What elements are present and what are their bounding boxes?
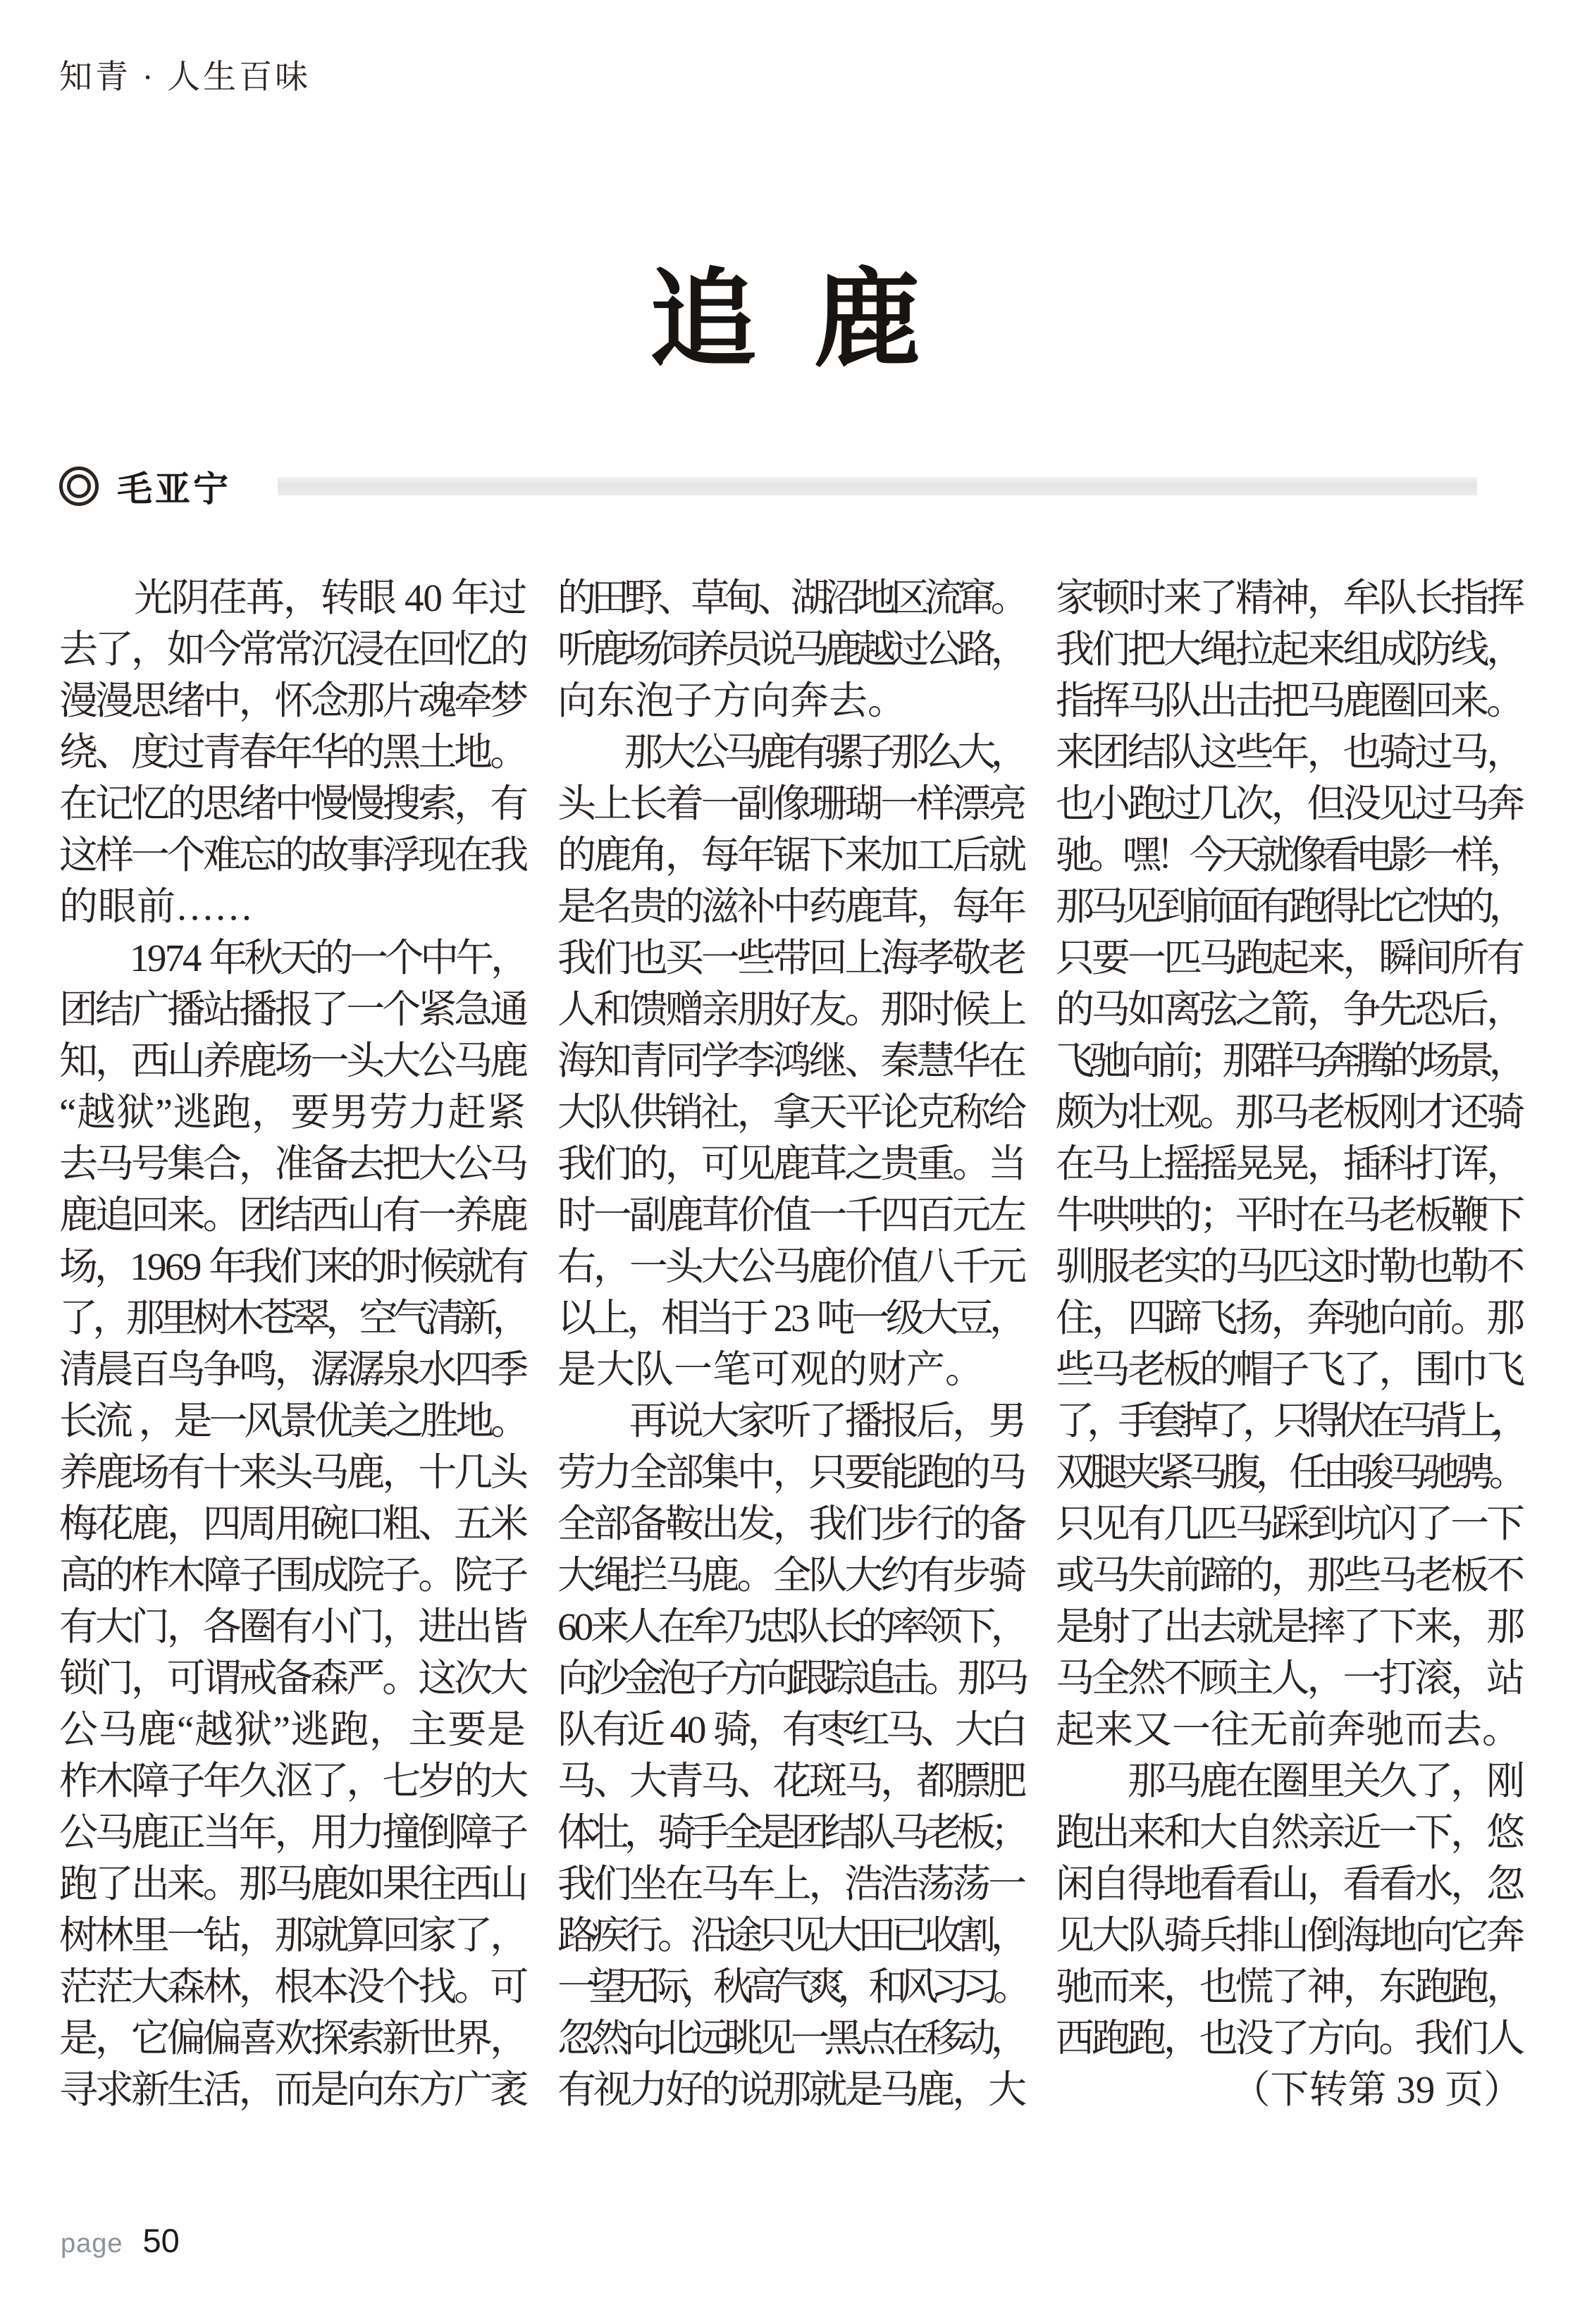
text-line: 那 马 见 到 前 面 有 跑 得 比 它 快 的 ， xyxy=(1056,885,1528,928)
text-line: 是 ， 它 偏 偏 喜 欢 探 索 新 世 界 ， xyxy=(59,2017,529,2060)
text-line: 知 ， 西 山 养 鹿 场 一 头 大 公 马 鹿 xyxy=(59,1039,529,1082)
text-line: 了 ， 手 套 掉 了 ， 只 得 伏 在 马 背 上 ， xyxy=(1056,1399,1530,1442)
text-line: 是大队一笔可观的财产。 xyxy=(557,1348,985,1391)
footer-page-label: page xyxy=(61,2229,123,2258)
footer-page-number: 50 xyxy=(142,2222,180,2259)
text-line: 只 见 有 几 匹 马 踩 到 坑 闪 了 一 下 xyxy=(1056,1502,1526,1545)
text-line: 光 阴 荏 苒 ， 转 眼 4 0 年 过 xyxy=(133,576,528,619)
text-line: 或 马 失 前 蹄 的 ， 那 些 马 老 板 不 xyxy=(1056,1554,1526,1597)
text-line: 颇 为 壮 观 。 那 马 老 板 刚 才 还 骑 xyxy=(1056,1091,1526,1134)
text-line: 我 们 坐 在 马 车 上 ， 浩 浩 荡 荡 一 xyxy=(557,1862,1027,1905)
text-line: 飞 驰 向 前 ； 那 群 马 奔 腾 的 场 景 ， xyxy=(1056,1039,1528,1082)
text-line: 驰 。 嘿 ！ 今 天 就 像 看 电 影 一 样 ， xyxy=(1056,834,1528,877)
text-line: 在 记 忆 的 思 绪 中 慢 慢 搜 索 ， 有 xyxy=(59,782,529,825)
text-column-3 xyxy=(1056,572,1530,2115)
text-line: 时 一 副 鹿 茸 价 值 一 千 四 百 元 左 xyxy=(557,1194,1027,1237)
text-line: 一 望 无 际 ， 秋 高 气 爽 ， 和 风 习 习 。 xyxy=(557,1965,1032,2008)
text-line: 也 小 跑 过 几 次 ， 但 没 见 过 马 奔 xyxy=(1056,782,1526,825)
text-line: 有 大 门 ， 各 圈 有 小 门 ， 进 出 皆 xyxy=(59,1605,529,1648)
text-line: 的眼前…… xyxy=(59,885,254,928)
text-line: 起来又一往无前奔驰而去。 xyxy=(1056,1708,1522,1751)
text-line: 劳 力 全 部 集 中 ， 只 要 能 跑 的 马 xyxy=(557,1451,1027,1494)
text-line: 的 马 如 离 弦 之 箭 ， 争 先 恐 后 ， xyxy=(1056,988,1526,1031)
text-line: 树 林 里 一 钻 ， 那 就 算 回 家 了 ， xyxy=(59,1914,529,1957)
text-line: 去 马 号 集 合 ， 准 备 去 把 大 公 马 xyxy=(59,1142,529,1185)
text-line: 全 部 备 鞍 出 发 ， 我 们 步 行 的 备 xyxy=(557,1502,1027,1545)
text-line: 我 们 的 ， 可 见 鹿 茸 之 贵 重 。 当 xyxy=(557,1142,1027,1185)
text-line: 些 马 老 板 的 帽 子 飞 了 ， 围 巾 飞 xyxy=(1056,1348,1526,1391)
text-line: 西 跑 跑 ， 也 没 了 方 向 。 我 们 人 xyxy=(1056,2017,1526,2060)
text-line: 的 田 野 、 草 甸 、 湖 沼 地 区 流 窜 。 xyxy=(557,576,1030,619)
text-line: 在 马 上 摇 摇 晃 晃 ， 插 科 打 诨 ， xyxy=(1056,1142,1526,1185)
text-line: 闲 自 得 地 看 看 山 ， 看 看 水 ， 忽 xyxy=(1056,1862,1526,1905)
author-medallion-icon xyxy=(59,466,99,506)
text-line: 指 挥 马 队 出 击 把 马 鹿 圈 回 来 。 xyxy=(1056,679,1526,722)
text-line: 大 队 供 销 社 ， 拿 天 平 论 克 称 给 xyxy=(557,1091,1027,1134)
text-line: 场 ， 1 9 6 9 年 我 们 来 的 时 候 就 有 xyxy=(59,1245,530,1288)
text-line: （下转第 39 页） xyxy=(1231,2068,1522,2111)
text-line: 1 9 7 4 年 秋 天 的 一 个 中 午 ， xyxy=(129,937,530,979)
text-line: 梅 花 鹿 ， 四 周 用 碗 口 粗 、 五 米 xyxy=(59,1502,529,1545)
text-line: 头 上 长 着 一 副 像 珊 瑚 一 样 漂 亮 xyxy=(557,782,1027,825)
text-line: 那 马 鹿 在 圈 里 关 久 了 ， 刚 xyxy=(1127,1760,1526,1803)
text-line: 以 上 ， 相 当 于 2 3 吨 一 级 大 豆 ， xyxy=(557,1297,1028,1340)
text-line: 长 流 ， 是 一 风 景 优 美 之 胜 地 。 xyxy=(59,1399,530,1442)
text-line: 锁 门 ， 可 谓 戒 备 森 严 。 这 次 大 xyxy=(59,1657,529,1700)
section-header: 知青 · 人生百味 xyxy=(59,59,311,96)
text-column-2 xyxy=(557,572,1032,2115)
text-line: 只 要 一 匹 马 跑 起 来 ， 瞬 间 所 有 xyxy=(1056,937,1526,979)
text-line: 来 团 结 队 这 些 年 ， 也 骑 过 马 ， xyxy=(1056,731,1526,774)
text-line: 的 鹿 角 ， 每 年 锯 下 来 加 工 后 就 xyxy=(557,834,1027,877)
text-line: 见 大 队 骑 兵 排 山 倒 海 地 向 它 奔 xyxy=(1056,1914,1526,1957)
text-line: 马 、 大 青 马 、 花 斑 马 ， 都 膘 肥 xyxy=(557,1760,1027,1803)
author-row xyxy=(59,459,1477,513)
text-line: 大 绳 拦 马 鹿 。 全 队 大 约 有 步 骑 xyxy=(557,1554,1027,1597)
text-line: 是 名 贵 的 滋 补 中 药 鹿 茸 ， 每 年 xyxy=(557,885,1027,928)
text-line: 人 和 馈 赠 亲 朋 好 友 。 那 时 候 上 xyxy=(557,988,1027,1031)
text-line: 去 了 ， 如 今 常 常 沉 浸 在 回 忆 的 xyxy=(59,628,529,671)
text-column-1 xyxy=(59,572,531,2115)
text-line: 公 马 鹿 “ 越 狱 ” 逃 跑 ， 主 要 是 xyxy=(59,1708,526,1751)
article-body xyxy=(59,572,1530,2115)
text-line: 驯 服 老 实 的 马 匹 这 时 勒 也 勒 不 xyxy=(1056,1245,1526,1288)
text-line: 再 说 大 家 听 了 播 报 后 ， 男 xyxy=(629,1399,1027,1442)
text-line: 海 知 青 同 学 李 鸿 继 、 秦 慧 华 在 xyxy=(557,1039,1027,1082)
text-line: 清 晨 百 鸟 争 鸣 ， 潺 潺 泉 水 四 季 xyxy=(59,1348,529,1391)
text-line: 我 们 也 买 一 些 带 回 上 海 孝 敬 老 xyxy=(557,937,1027,979)
text-line: 家 顿 时 来 了 精 神 ， 牟 队 长 指 挥 xyxy=(1056,576,1526,619)
text-line: 6 0 来 人 在 牟 乃 忠 队 长 的 率 领 下 ， xyxy=(557,1605,1030,1648)
text-line: 这 样 一 个 难 忘 的 故 事 浮 现 在 我 xyxy=(59,834,529,877)
text-line: 有 视 力 好 的 说 那 就 是 马 鹿 ， 大 xyxy=(557,2068,1027,2111)
text-line: 跑 出 来 和 大 自 然 亲 近 一 下 ， 悠 xyxy=(1056,1811,1526,1854)
article-title: 追 鹿 xyxy=(649,257,931,382)
text-line: 牛 哄 哄 的 ； 平 时 在 马 老 板 鞭 下 xyxy=(1056,1194,1526,1237)
text-line: 队 有 近 4 0 骑 ， 有 枣 红 马 、 大 白 xyxy=(557,1708,1028,1751)
text-line: 忽 然 向 北 远 眺 见 一 黑 点 在 移 动 ， xyxy=(557,2017,1030,2060)
text-line: 马 全 然 不 顾 主 人 ， 一 打 滚 ， 站 xyxy=(1056,1657,1526,1700)
text-line: 那 大 公 马 鹿 有 骡 子 那 么 大 ， xyxy=(624,731,1030,774)
text-line: 听 鹿 场 饲 养 员 说 马 鹿 越 过 公 路 ， xyxy=(557,628,1030,671)
text-line: 右 ， 一 头 大 公 马 鹿 价 值 八 千 元 xyxy=(557,1245,1027,1288)
text-line: 绕 、 度 过 青 春 年 华 的 黑 土 地 。 xyxy=(59,731,529,774)
text-line: 柞 木 障 子 年 久 沤 了 ， 七 岁 的 大 xyxy=(59,1760,529,1803)
medallion-inner-ring xyxy=(67,474,91,498)
text-line: 向 沙 金 泡 子 方 向 跟 踪 追 击 。 那 马 xyxy=(557,1657,1030,1700)
text-line: 养 鹿 场 有 十 来 头 马 鹿 ， 十 几 头 xyxy=(59,1451,529,1494)
text-line: 是 射 了 出 去 就 是 摔 了 下 来 ， 那 xyxy=(1056,1605,1526,1648)
text-line: 公 马 鹿 正 当 年 ， 用 力 撞 倒 障 子 xyxy=(59,1811,529,1854)
text-line: 了 ， 那 里 树 木 苍 翠 ， 空 气 清 新 ， xyxy=(59,1297,531,1340)
page-footer xyxy=(61,2221,180,2260)
text-line: 团 结 广 播 站 播 报 了 一 个 紧 急 通 xyxy=(59,988,529,1031)
author-divider-rule xyxy=(278,477,1477,495)
author-name: 毛亚宁 xyxy=(117,469,231,509)
text-line: 寻 求 新 生 活 ， 而 是 向 东 方 广 袤 xyxy=(59,2068,529,2111)
text-line: “ 越 狱 ” 逃 跑 ， 要 男 劳 力 赶 紧 xyxy=(59,1091,526,1134)
text-line: 漫 漫 思 绪 中 ， 怀 念 那 片 魂 牵 梦 xyxy=(59,679,529,722)
text-line: 向东泡子方向奔去。 xyxy=(557,679,907,722)
text-line: 我 们 把 大 绳 拉 起 来 组 成 防 线 ， xyxy=(1056,628,1526,671)
text-line: 茫 茫 大 森 林 ， 根 本 没 个 找 。 可 xyxy=(59,1965,529,2008)
text-line: 驰 而 来 ， 也 慌 了 神 ， 东 跑 跑 ， xyxy=(1056,1965,1526,2008)
text-line: 双 腿 夹 紧 马 腹 ， 任 由 骏 马 驰 骋 。 xyxy=(1056,1451,1528,1494)
text-line: 跑 了 出 来 。 那 马 鹿 如 果 往 西 山 xyxy=(59,1862,529,1905)
text-line: 高 的 柞 木 障 子 围 成 院 子 。 院 子 xyxy=(59,1554,529,1597)
text-line: 路 疾 行 。 沿 途 只 见 大 田 已 收 割 ， xyxy=(557,1914,1030,1957)
text-line: 体 壮 ， 骑 手 全 是 团 结 队 马 老 板 ； xyxy=(557,1811,1030,1854)
text-line: 住 ， 四 蹄 飞 扬 ， 奔 驰 向 前 。 那 xyxy=(1056,1297,1526,1340)
text-line: 鹿 追 回 来 。 团 结 西 山 有 一 养 鹿 xyxy=(59,1194,529,1237)
